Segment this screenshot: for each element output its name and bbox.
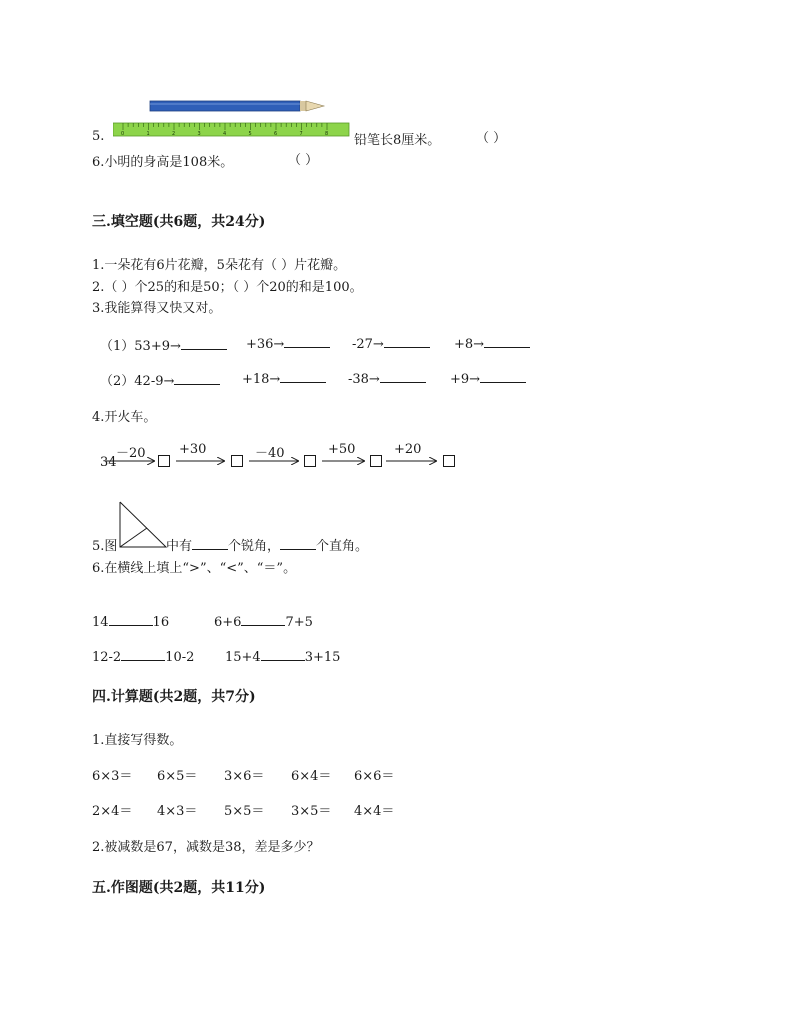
calc-q2: 2.被减数是67，减数是38，差是多少？ — [92, 840, 320, 855]
judge-q6-answer-paren[interactable]: （ ） — [288, 153, 319, 168]
ruler-label: 8 — [325, 131, 329, 137]
section-4-title: 四.计算题(共2题，共7分) — [92, 689, 256, 705]
fill-q3-row1-label: （1）53+9→ — [100, 335, 227, 354]
compare-item: 12-2 10-2 — [92, 650, 195, 665]
train-answer-box[interactable] — [304, 455, 316, 467]
fill-q3-row1-item3: +8→ — [454, 335, 530, 352]
answer-blank[interactable] — [284, 335, 330, 348]
answer-blank[interactable] — [181, 337, 227, 350]
train-answer-box[interactable] — [158, 455, 170, 467]
calc-expr[interactable]: 2×4＝ — [92, 804, 133, 819]
train-op-5: +20 — [394, 442, 422, 457]
fill-q3: 3.我能算得又快又对。 — [92, 301, 222, 316]
answer-blank[interactable] — [380, 370, 426, 383]
section-5-title: 五.作图题(共2题，共11分) — [92, 880, 266, 896]
answer-blank[interactable] — [484, 335, 530, 348]
calc-expr[interactable]: 6×6＝ — [354, 769, 395, 784]
answer-blank[interactable] — [280, 537, 316, 550]
fill-q4: 4.开火车。 — [92, 410, 157, 425]
fill-q3-row1-item2: -27→ — [352, 335, 430, 352]
compare-item: 6+6 7+5 — [214, 615, 313, 630]
fill-q3-row2-item1: +18→ — [242, 370, 326, 387]
train-start-value: 34 — [100, 455, 117, 470]
calc-expr[interactable]: 3×5＝ — [291, 804, 332, 819]
fill-q5-text: 中有 个锐角， 个直角。 — [166, 539, 369, 554]
calc-expr[interactable]: 5×5＝ — [224, 804, 265, 819]
fill-q3-row2-item3: +9→ — [450, 370, 526, 387]
answer-blank[interactable] — [480, 370, 526, 383]
train-diagram — [92, 440, 472, 480]
judge-q5-answer-paren[interactable]: （ ） — [476, 131, 507, 146]
train-op-1: －20 — [116, 446, 146, 461]
ruler-label: 7 — [299, 131, 303, 137]
section-3-title: 三.填空题(共6题，共24分) — [92, 214, 266, 230]
fill-q6: 6.在横线上填上“>”、“<”、“＝”。 — [92, 561, 297, 576]
fill-q3-row2-label: （2）42-9→ — [100, 370, 220, 389]
ruler-label: 5 — [248, 131, 252, 137]
fill-q3-row2-item2: -38→ — [348, 370, 426, 387]
ruler-label: 3 — [197, 131, 201, 137]
judge-q6-text: 6.小明的身高是108米。 — [92, 155, 234, 170]
fill-q5-prefix: 5.图 — [92, 539, 118, 554]
judge-q5-number: 5. — [92, 129, 105, 144]
train-answer-box[interactable] — [443, 455, 455, 467]
calc-expr[interactable]: 4×4＝ — [354, 804, 395, 819]
calc-expr[interactable]: 6×3＝ — [92, 769, 133, 784]
train-op-4: +50 — [328, 442, 356, 457]
ruler-label: 0 — [121, 131, 125, 137]
ruler-label: 1 — [146, 131, 150, 137]
answer-blank[interactable] — [121, 648, 165, 661]
fill-q1: 1.一朵花有6片花瓣，5朵花有（ ）片花瓣。 — [92, 258, 347, 273]
judge-q5-text: 铅笔长8厘米。 — [354, 133, 441, 148]
train-op-2: +30 — [179, 442, 207, 457]
train-answer-box[interactable] — [370, 455, 382, 467]
answer-blank[interactable] — [109, 613, 153, 626]
compare-item: 15+4 3+15 — [225, 650, 341, 665]
answer-blank[interactable] — [174, 372, 220, 385]
pencil-ruler-image — [113, 96, 353, 140]
train-op-3: －40 — [255, 446, 285, 461]
answer-blank[interactable] — [241, 613, 285, 626]
compare-item: 14 16 — [92, 615, 170, 630]
calc-expr[interactable]: 3×6＝ — [224, 769, 265, 784]
calc-expr[interactable]: 6×5＝ — [157, 769, 198, 784]
answer-blank[interactable] — [280, 370, 326, 383]
fill-q2: 2.（ ）个25的和是50；（ ）个20的和是100。 — [92, 280, 363, 295]
ruler-label: 6 — [274, 131, 278, 137]
ruler-label: 2 — [172, 131, 176, 137]
train-answer-box[interactable] — [231, 455, 243, 467]
answer-blank[interactable] — [192, 537, 228, 550]
calc-q1: 1.直接写得数。 — [92, 733, 183, 748]
triangle-figure — [117, 500, 169, 550]
answer-blank[interactable] — [384, 335, 430, 348]
calc-expr[interactable]: 6×4＝ — [291, 769, 332, 784]
answer-blank[interactable] — [261, 648, 305, 661]
fill-q3-row1-item1: +36→ — [246, 335, 330, 352]
ruler-label: 4 — [223, 131, 227, 137]
calc-expr[interactable]: 4×3＝ — [157, 804, 198, 819]
